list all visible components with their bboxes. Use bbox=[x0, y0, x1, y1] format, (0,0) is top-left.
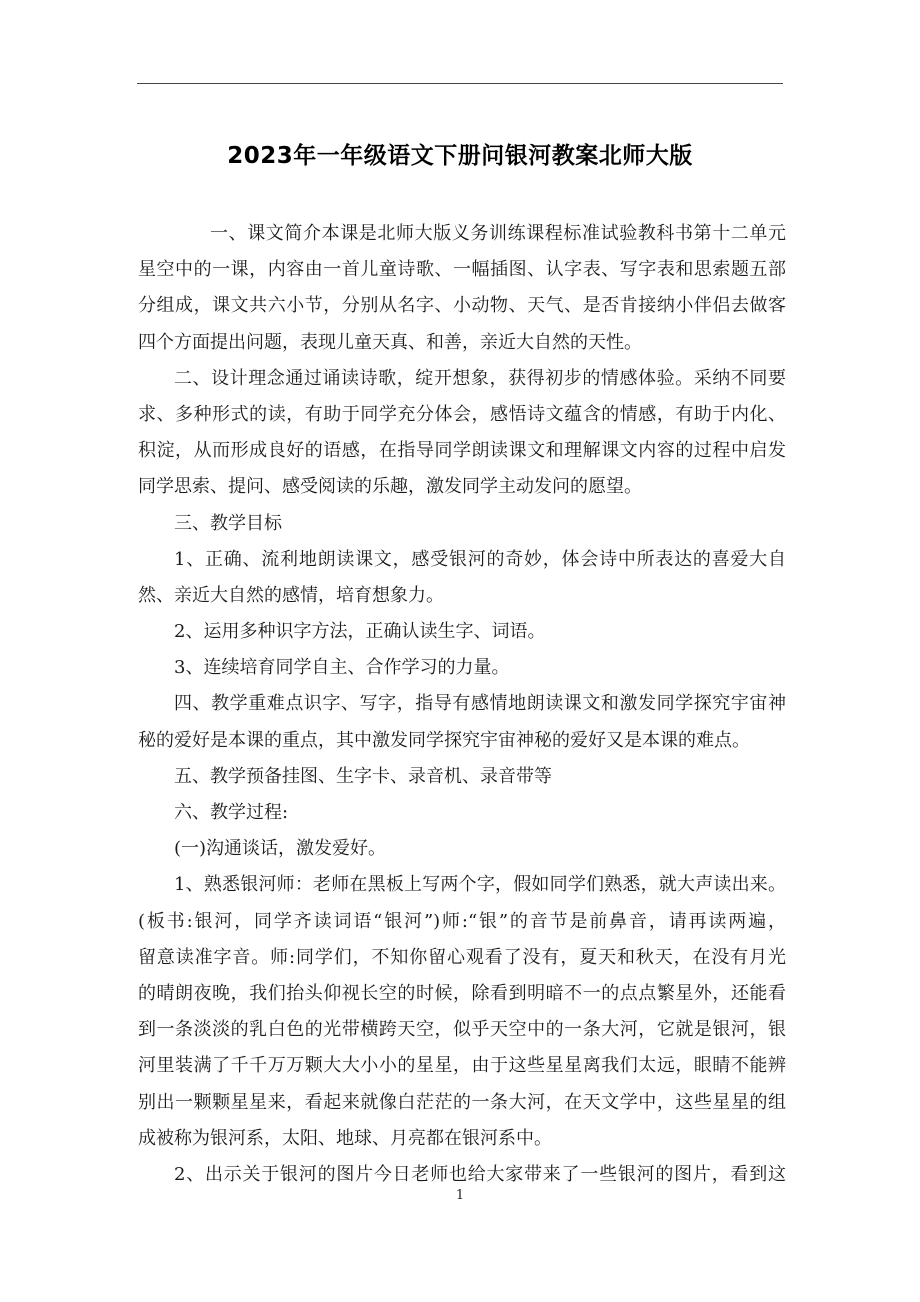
body-line: 的晴朗夜晚，我们抬头仰视长空的时候，除看到明暗不一的点点繁星外，还能看 bbox=[138, 982, 786, 1004]
body-line: 河里装满了千千万万颗大大小小的星星，由于这些星星离我们太远，眼睛不能辨 bbox=[138, 1055, 786, 1077]
body-line: 星空中的一课，内容由一首儿童诗歌、一幅插图、认字表、写字表和思索题五部 bbox=[138, 259, 786, 281]
body-line: (板书:银河，同学齐读词语“银河”)师:“银”的音节是前鼻音，请再读两遍， bbox=[138, 910, 786, 932]
document-body bbox=[138, 216, 786, 1193]
body-line: 2、出示关于银河的图片今日老师也给大家带来了一些银河的图片，看到这 bbox=[174, 1163, 786, 1185]
body-line: 秘的爱好是本课的重点，其中激发同学探究宇宙神秘的爱好又是本课的难点。 bbox=[138, 729, 750, 751]
page-number: 1 bbox=[455, 1188, 465, 1203]
body-line: 成被称为银河系，太阳、地球、月亮都在银河系中。 bbox=[138, 1127, 552, 1149]
body-line: 留意读准字音。师:同学们，不知你留心观看了没有，夏天和秋天，在没有月光 bbox=[138, 946, 786, 968]
body-line: 四、教学重难点识字、写字，指导有感情地朗读课文和激发同学探究宇宙神 bbox=[174, 693, 786, 715]
body-line: 二、设计理念通过诵读诗歌，绽开想象，获得初步的情感体验。采纳不同要 bbox=[174, 367, 786, 389]
body-line: 五、教学预备挂图、生字卡、录音机、录音带等 bbox=[174, 765, 552, 787]
body-line: 2、运用多种识字方法，正确认读生字、词语。 bbox=[174, 621, 546, 643]
body-line: 同学思索、提问、感受阅读的乐趣，激发同学主动发问的愿望。 bbox=[138, 476, 642, 498]
body-line: 一、课文简介本课是北师大版义务训练课程标准试验教科书第十二单元 bbox=[210, 223, 786, 244]
body-line: (一)沟通谈话，激发爱好。 bbox=[174, 838, 387, 860]
body-line: 积淀，从而形成良好的语感，在指导同学朗读课文和理解课文内容的过程中启发 bbox=[138, 440, 786, 462]
body-line: 1、正确、流利地朗读课文，感受银河的奇妙，体会诗中所表达的喜爱大自 bbox=[174, 548, 786, 570]
body-line: 四个方面提出问题，表现儿童天真、和善，亲近大自然的天性。 bbox=[138, 331, 642, 353]
body-line: 然、亲近大自然的感情，培育想象力。 bbox=[138, 584, 444, 606]
section-heading: 三、教学目标 bbox=[174, 512, 282, 534]
body-line: 分组成，课文共六小节，分别从名字、小动物、天气、是否肯接纳小伴侣去做客 bbox=[138, 295, 786, 317]
body-line: 别出一颗颗星星来，看起来就像白茫茫的一条大河，在天文学中，这些星星的组 bbox=[138, 1091, 786, 1113]
body-line: 1、熟悉银河师：老师在黑板上写两个字，假如同学们熟悉，就大声读出来。 bbox=[174, 874, 786, 896]
body-line: 求、多种形式的读，有助于同学充分体会，感悟诗文蕴含的情感，有助于内化、 bbox=[138, 403, 786, 425]
header-rule bbox=[137, 83, 783, 84]
body-line: 到一条淡淡的乳白色的光带横跨天空，似乎天空中的一条大河，它就是银河，银 bbox=[138, 1019, 786, 1041]
section-heading: 六、教学过程: bbox=[174, 802, 289, 823]
body-line: 3、连续培育同学自主、合作学习的力量。 bbox=[174, 657, 510, 679]
document-title: 2023年一年级语文下册问银河教案北师大版 bbox=[227, 143, 693, 169]
